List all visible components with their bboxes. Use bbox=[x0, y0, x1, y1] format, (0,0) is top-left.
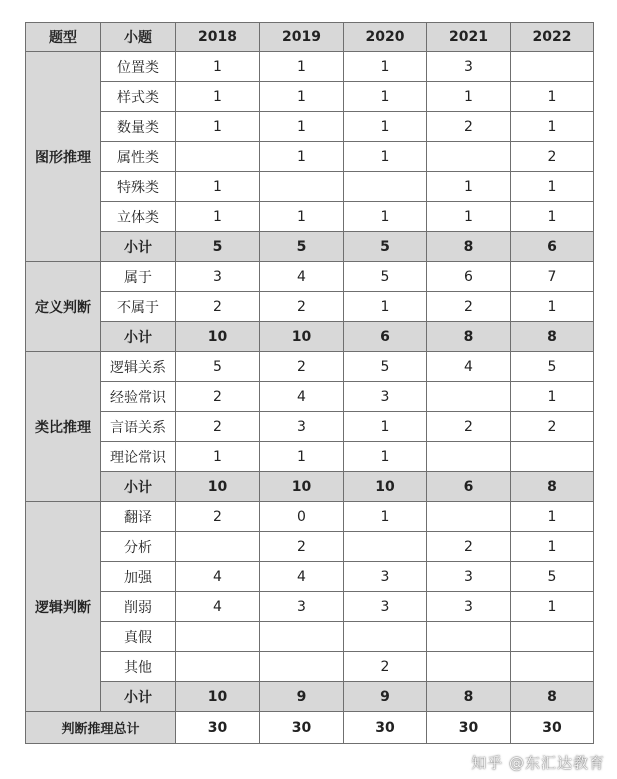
count-cell bbox=[427, 652, 511, 682]
count-cell bbox=[511, 52, 594, 82]
count-cell: 1 bbox=[511, 112, 594, 142]
count-cell: 1 bbox=[344, 412, 427, 442]
header-row bbox=[26, 23, 594, 52]
subitem-label: 其他 bbox=[101, 652, 176, 682]
table-row bbox=[26, 202, 594, 232]
count-cell: 2 bbox=[176, 382, 260, 412]
count-cell: 7 bbox=[511, 262, 594, 292]
count-cell: 1 bbox=[176, 172, 260, 202]
count-cell: 1 bbox=[176, 82, 260, 112]
count-cell: 2 bbox=[511, 412, 594, 442]
count-cell: 1 bbox=[344, 442, 427, 472]
subtotal-cell: 9 bbox=[344, 682, 427, 712]
count-cell: 2 bbox=[176, 292, 260, 322]
subtotal-label: 小计 bbox=[101, 472, 176, 502]
count-cell: 1 bbox=[427, 202, 511, 232]
count-cell: 5 bbox=[176, 352, 260, 382]
count-cell bbox=[176, 142, 260, 172]
count-cell: 1 bbox=[511, 592, 594, 622]
count-cell bbox=[176, 532, 260, 562]
header-year-2018: 2018 bbox=[176, 23, 260, 52]
count-cell bbox=[511, 622, 594, 652]
count-cell: 3 bbox=[260, 412, 344, 442]
count-cell: 2 bbox=[176, 502, 260, 532]
question-type-cell: 逻辑判断 bbox=[26, 502, 101, 712]
subtotal-cell: 6 bbox=[344, 322, 427, 352]
count-cell: 2 bbox=[344, 652, 427, 682]
count-cell: 1 bbox=[511, 202, 594, 232]
count-cell bbox=[344, 172, 427, 202]
subitem-label: 经验常识 bbox=[101, 382, 176, 412]
count-cell: 3 bbox=[427, 52, 511, 82]
subitem-label: 逻辑关系 bbox=[101, 352, 176, 382]
table-row bbox=[26, 442, 594, 472]
watermark: 知乎 @东汇达教育 bbox=[471, 754, 605, 772]
count-cell: 2 bbox=[427, 532, 511, 562]
subitem-label: 翻译 bbox=[101, 502, 176, 532]
count-cell: 1 bbox=[260, 82, 344, 112]
header-year-2022: 2022 bbox=[511, 23, 594, 52]
count-cell: 2 bbox=[427, 412, 511, 442]
count-cell: 0 bbox=[260, 502, 344, 532]
grand-total-cell: 30 bbox=[260, 712, 344, 744]
count-cell bbox=[511, 652, 594, 682]
table-body bbox=[26, 52, 594, 744]
subitem-label: 属于 bbox=[101, 262, 176, 292]
count-cell: 3 bbox=[344, 562, 427, 592]
subitem-label: 加强 bbox=[101, 562, 176, 592]
count-cell: 1 bbox=[344, 502, 427, 532]
subitem-label: 真假 bbox=[101, 622, 176, 652]
table-row bbox=[26, 652, 594, 682]
subtotal-cell: 10 bbox=[344, 472, 427, 502]
subtotal-cell: 10 bbox=[176, 682, 260, 712]
count-cell: 3 bbox=[344, 592, 427, 622]
count-cell bbox=[427, 442, 511, 472]
subtotal-cell: 6 bbox=[511, 232, 594, 262]
grand-total-label: 判断推理总计 bbox=[26, 712, 176, 744]
table-row bbox=[26, 622, 594, 652]
count-cell: 1 bbox=[427, 172, 511, 202]
count-cell: 3 bbox=[344, 382, 427, 412]
subtotal-cell: 5 bbox=[176, 232, 260, 262]
table-row bbox=[26, 412, 594, 442]
subitem-label: 数量类 bbox=[101, 112, 176, 142]
question-type-cell: 类比推理 bbox=[26, 352, 101, 502]
count-cell bbox=[344, 532, 427, 562]
count-cell bbox=[176, 622, 260, 652]
count-cell: 1 bbox=[260, 142, 344, 172]
subtotal-cell: 8 bbox=[511, 322, 594, 352]
count-cell: 5 bbox=[344, 352, 427, 382]
table-row bbox=[26, 532, 594, 562]
table-row bbox=[26, 352, 594, 382]
subitem-label: 不属于 bbox=[101, 292, 176, 322]
subitem-label: 属性类 bbox=[101, 142, 176, 172]
subtotal-row bbox=[26, 682, 594, 712]
subitem-label: 削弱 bbox=[101, 592, 176, 622]
subtotal-cell: 8 bbox=[511, 472, 594, 502]
header-subitem: 小题 bbox=[101, 23, 176, 52]
count-cell bbox=[260, 622, 344, 652]
count-cell: 4 bbox=[260, 382, 344, 412]
count-cell bbox=[427, 502, 511, 532]
count-cell: 5 bbox=[511, 352, 594, 382]
subitem-label: 样式类 bbox=[101, 82, 176, 112]
count-cell: 1 bbox=[511, 382, 594, 412]
subitem-label: 理论常识 bbox=[101, 442, 176, 472]
count-cell: 2 bbox=[260, 292, 344, 322]
count-cell: 2 bbox=[427, 292, 511, 322]
subtotal-cell: 10 bbox=[176, 472, 260, 502]
count-cell: 1 bbox=[260, 442, 344, 472]
count-cell: 4 bbox=[427, 352, 511, 382]
count-cell: 1 bbox=[176, 52, 260, 82]
count-cell: 2 bbox=[260, 532, 344, 562]
subtotal-row bbox=[26, 472, 594, 502]
count-cell: 3 bbox=[260, 592, 344, 622]
count-cell bbox=[511, 442, 594, 472]
table-row bbox=[26, 172, 594, 202]
subtotal-cell: 8 bbox=[427, 682, 511, 712]
count-cell: 3 bbox=[427, 592, 511, 622]
subtotal-cell: 10 bbox=[176, 322, 260, 352]
count-cell: 3 bbox=[427, 562, 511, 592]
table-row bbox=[26, 82, 594, 112]
count-cell: 2 bbox=[511, 142, 594, 172]
subtotal-cell: 6 bbox=[427, 472, 511, 502]
count-cell bbox=[427, 142, 511, 172]
header-year-2019: 2019 bbox=[260, 23, 344, 52]
count-cell: 3 bbox=[176, 262, 260, 292]
count-cell: 4 bbox=[260, 562, 344, 592]
count-cell bbox=[260, 652, 344, 682]
count-cell: 1 bbox=[344, 82, 427, 112]
subtotal-cell: 8 bbox=[427, 232, 511, 262]
count-cell: 1 bbox=[344, 112, 427, 142]
count-cell: 1 bbox=[260, 202, 344, 232]
subtotal-label: 小计 bbox=[101, 232, 176, 262]
table-row bbox=[26, 592, 594, 622]
table-row bbox=[26, 262, 594, 292]
count-cell: 1 bbox=[344, 202, 427, 232]
count-cell bbox=[176, 652, 260, 682]
header-year-2021: 2021 bbox=[427, 23, 511, 52]
count-cell bbox=[427, 382, 511, 412]
subtotal-cell: 5 bbox=[344, 232, 427, 262]
count-cell: 1 bbox=[260, 112, 344, 142]
question-type-cell: 定义判断 bbox=[26, 262, 101, 352]
count-cell: 2 bbox=[176, 412, 260, 442]
header-year-2020: 2020 bbox=[344, 23, 427, 52]
subtotal-cell: 8 bbox=[511, 682, 594, 712]
table-row bbox=[26, 112, 594, 142]
count-cell: 2 bbox=[260, 352, 344, 382]
subtotal-row bbox=[26, 322, 594, 352]
count-cell: 1 bbox=[176, 112, 260, 142]
count-cell: 1 bbox=[511, 502, 594, 532]
subitem-label: 分析 bbox=[101, 532, 176, 562]
count-cell: 1 bbox=[176, 442, 260, 472]
subtotal-row bbox=[26, 232, 594, 262]
subtotal-label: 小计 bbox=[101, 322, 176, 352]
grand-total-cell: 30 bbox=[511, 712, 594, 744]
subtotal-cell: 10 bbox=[260, 322, 344, 352]
count-cell: 1 bbox=[344, 52, 427, 82]
count-cell: 1 bbox=[344, 292, 427, 322]
grand-total-row bbox=[26, 712, 594, 744]
grand-total-cell: 30 bbox=[176, 712, 260, 744]
subtotal-cell: 8 bbox=[427, 322, 511, 352]
subitem-label: 言语关系 bbox=[101, 412, 176, 442]
count-cell: 4 bbox=[260, 262, 344, 292]
count-cell: 1 bbox=[260, 52, 344, 82]
exam-statistics-table bbox=[25, 22, 594, 744]
count-cell: 5 bbox=[511, 562, 594, 592]
table-row bbox=[26, 142, 594, 172]
subitem-label: 位置类 bbox=[101, 52, 176, 82]
header-type: 题型 bbox=[26, 23, 101, 52]
count-cell: 1 bbox=[176, 202, 260, 232]
subtotal-cell: 9 bbox=[260, 682, 344, 712]
subtotal-label: 小计 bbox=[101, 682, 176, 712]
count-cell: 4 bbox=[176, 592, 260, 622]
subitem-label: 立体类 bbox=[101, 202, 176, 232]
count-cell: 1 bbox=[511, 532, 594, 562]
table-row bbox=[26, 502, 594, 532]
count-cell: 1 bbox=[511, 292, 594, 322]
subtotal-cell: 5 bbox=[260, 232, 344, 262]
count-cell: 2 bbox=[427, 112, 511, 142]
grand-total-cell: 30 bbox=[427, 712, 511, 744]
subitem-label: 特殊类 bbox=[101, 172, 176, 202]
table-row bbox=[26, 292, 594, 322]
grand-total-cell: 30 bbox=[344, 712, 427, 744]
count-cell: 1 bbox=[511, 82, 594, 112]
count-cell bbox=[344, 622, 427, 652]
count-cell bbox=[427, 622, 511, 652]
count-cell bbox=[260, 172, 344, 202]
count-cell: 1 bbox=[344, 142, 427, 172]
subtotal-cell: 10 bbox=[260, 472, 344, 502]
count-cell: 1 bbox=[427, 82, 511, 112]
table-row bbox=[26, 52, 594, 82]
count-cell: 5 bbox=[344, 262, 427, 292]
table-row bbox=[26, 562, 594, 592]
count-cell: 1 bbox=[511, 172, 594, 202]
table-row bbox=[26, 382, 594, 412]
count-cell: 4 bbox=[176, 562, 260, 592]
question-type-cell: 图形推理 bbox=[26, 52, 101, 262]
count-cell: 6 bbox=[427, 262, 511, 292]
